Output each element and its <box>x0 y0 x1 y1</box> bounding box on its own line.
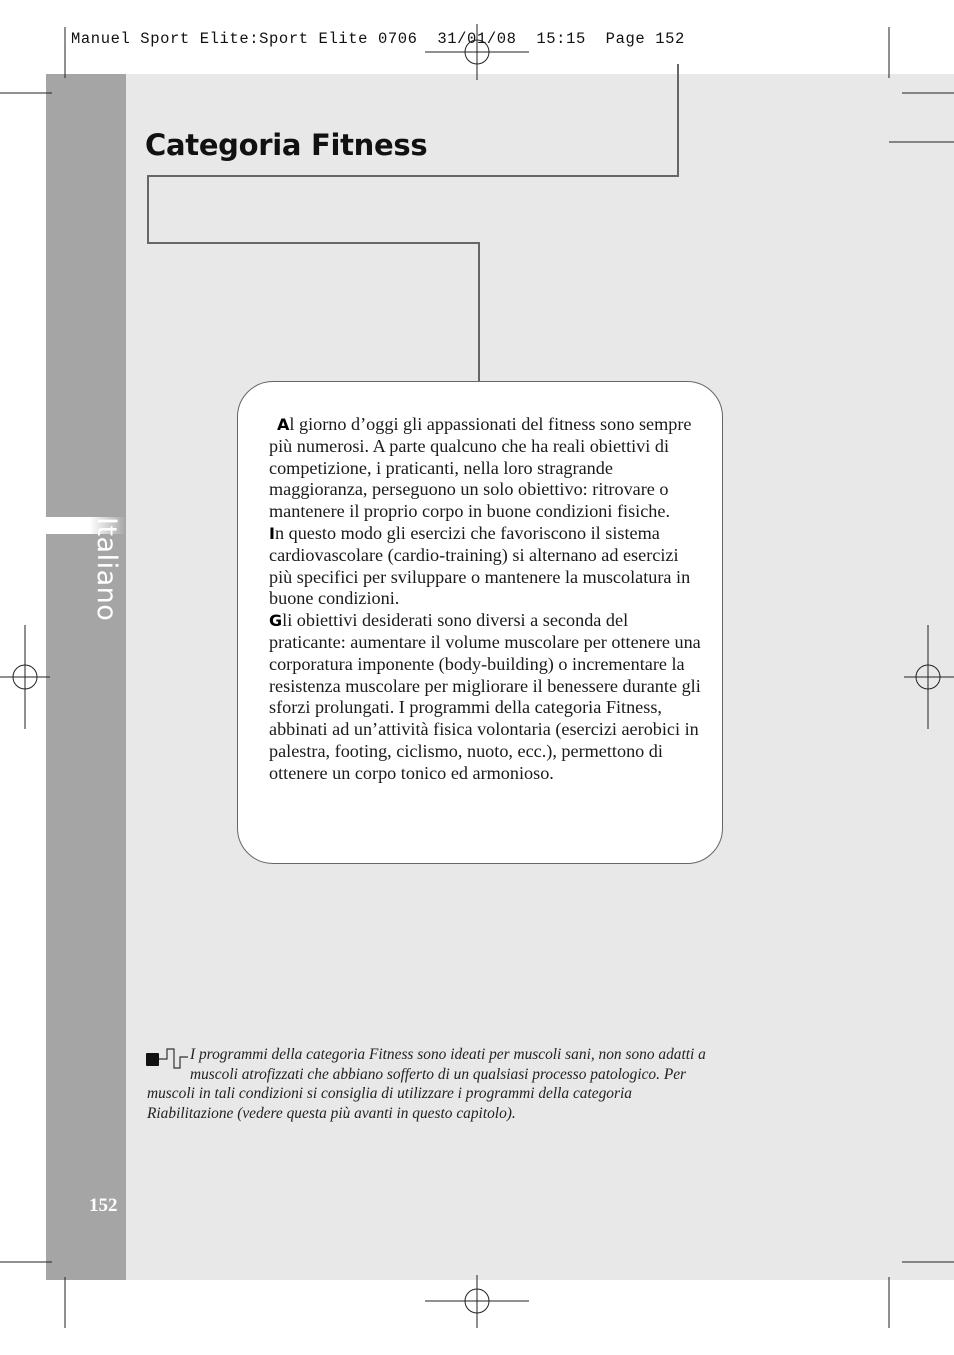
page-title: Categoria Fitness <box>145 128 428 162</box>
note-line: muscoli atrofizzati che abbiano sofferto di un qualsiasi processo patologico. Per <box>190 1065 687 1083</box>
print-slug: Manuel Sport Elite:Sport Elite 0706 31/01/08 15:15 Page 152 <box>71 30 685 48</box>
language-tab-label: Italiano <box>91 517 122 622</box>
note-line: I programmi della categoria Fitness sono ideati per muscoli sani, non sono adatti a <box>190 1046 706 1063</box>
page-number: 152 <box>89 1195 118 1216</box>
paragraph-text: l giorno d’oggi gli appassionati del fitness sono sempre più numerosi. A parte qualcuno che ha reali obiettivi di competizione, i praticanti, nella loro stragrande maggioranza, perseguono un solo obiettivo: ritrovare o mantenere il proprio corpo in buone condizioni fisiche. <box>269 414 692 522</box>
drop-initial: G <box>269 611 283 631</box>
paragraph-text: n questo modo gli esercizi che favoriscono il sistema cardiovascolare (cardio-training) si alternano ad esercizi più specifici per sviluppare o mantenere la muscolatura in buone condizioni. <box>269 522 691 609</box>
drop-initial: I <box>269 523 275 543</box>
drop-initial: A <box>277 415 290 434</box>
note-line: Riabilitazione (vedere questa più avanti in questo capitolo). <box>147 1104 516 1122</box>
note-line: muscoli in tali condizioni si consiglia di utilizzare i programmi della categoria <box>147 1085 632 1102</box>
paragraph-text: li obiettivi desiderati sono diversi a seconda del praticante: aumentare il volume muscolare per ottenere una corporatura imponente (body-building) o incrementare la resistenza muscolare per migliorare il benessere durante gli sforzi prolungati. I programmi della categoria Fitness, abbinati ad un’attività fisica volontaria (esercizi aerobici in palestra, footing, ciclismo, nuoto, ecc.), permettono di ottenere un corpo tonico ed armonioso. <box>269 610 701 783</box>
